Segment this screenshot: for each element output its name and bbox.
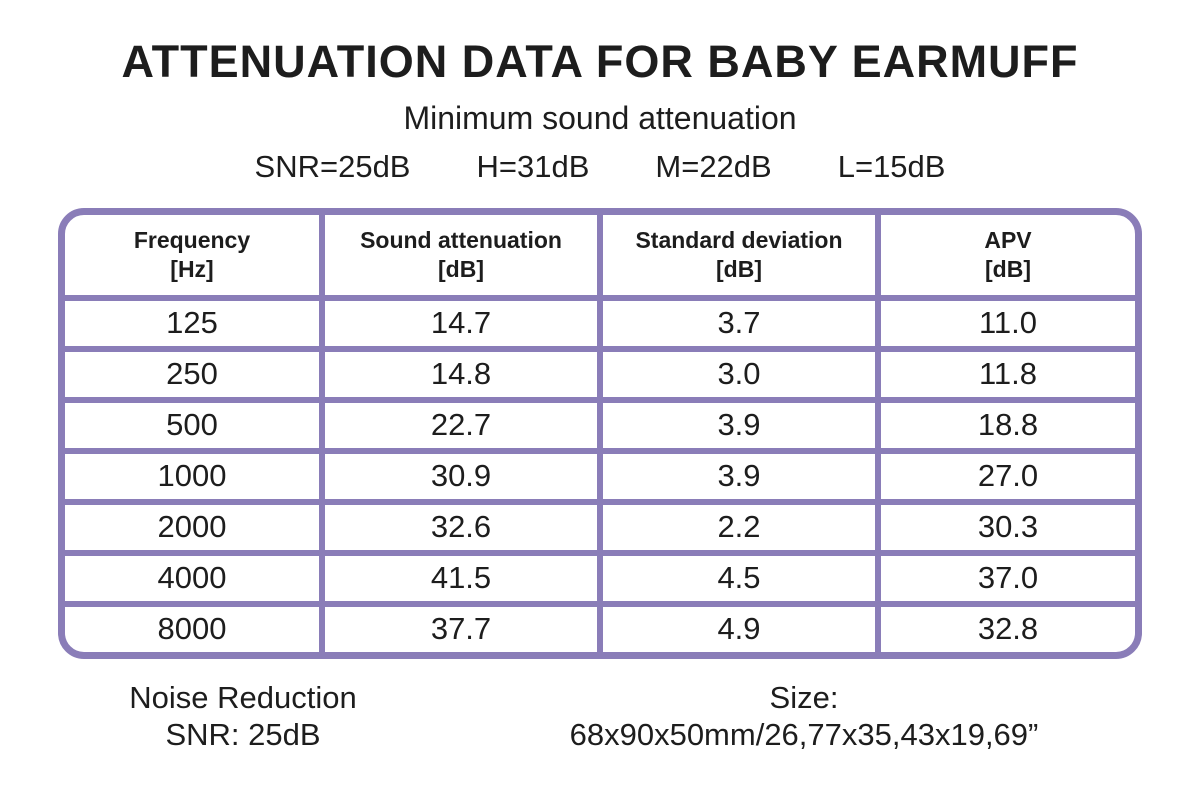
table-row-8000hz: [65, 601, 1135, 652]
footer: [0, 679, 1200, 753]
standard-deviation-cell: 3.9: [597, 403, 875, 448]
sound-attenuation-cell: 37.7: [319, 607, 597, 652]
m-rating: M=22dB: [655, 149, 772, 184]
apv-cell: 11.0: [875, 301, 1135, 346]
footer-noise-reduction: [78, 679, 408, 753]
table-header-row: [65, 215, 1135, 295]
sound-attenuation-cell: 14.8: [319, 352, 597, 397]
sound-attenuation-cell: 41.5: [319, 556, 597, 601]
frequency-cell: 4000: [157, 560, 227, 596]
column-header-label: Sound attenuation: [360, 227, 562, 254]
sound-attenuation-cell: 14.7: [319, 301, 597, 346]
table-row-500hz: [65, 397, 1135, 448]
sound-attenuation-cell: 22.7: [319, 403, 597, 448]
column-header-unit: [dB]: [985, 256, 1031, 282]
frequency-cell: 2000: [157, 509, 227, 545]
table-row-2000hz: [65, 499, 1135, 550]
snr-summary: [0, 150, 1200, 184]
frequency-cell: 250: [166, 356, 218, 392]
apv-cell: 27.0: [875, 454, 1135, 499]
apv-cell: 11.8: [875, 352, 1135, 397]
standard-deviation-cell: 3.7: [597, 301, 875, 346]
apv-cell: 37.0: [875, 556, 1135, 601]
apv-cell: 32.8: [875, 607, 1135, 652]
frequency-cell: 125: [166, 305, 218, 341]
frequency-cell: 8000: [157, 611, 227, 647]
page-title: ATTENUATION DATA FOR BABY EARMUFF: [121, 36, 1079, 87]
snr-rating: SNR=25dB: [254, 149, 411, 184]
standard-deviation-cell: 4.5: [597, 556, 875, 601]
frequency-cell: 500: [166, 407, 218, 443]
column-header-standard-deviation: [597, 215, 875, 295]
noise-reduction-value: SNR: 25dB: [165, 717, 321, 752]
table-row-1000hz: [65, 448, 1135, 499]
table-row-250hz: [65, 346, 1135, 397]
standard-deviation-cell: 2.2: [597, 505, 875, 550]
column-header-label: APV: [984, 227, 1032, 254]
column-header-unit: [Hz]: [170, 256, 214, 282]
table-row-125hz: [65, 295, 1135, 346]
frequency-cell: 1000: [157, 458, 227, 494]
footer-size: [408, 679, 1200, 753]
h-rating: H=31dB: [476, 149, 590, 184]
attenuation-table: [58, 208, 1142, 659]
sound-attenuation-cell: 32.6: [319, 505, 597, 550]
size-value: 68x90x50mm/26,77x35,43x19,69”: [569, 717, 1039, 752]
column-header-label: Standard deviation: [635, 227, 843, 254]
l-rating: L=15dB: [837, 149, 946, 184]
noise-reduction-label: Noise Reduction: [129, 680, 357, 715]
column-header-apv: [875, 215, 1135, 295]
column-header-label: Frequency: [133, 227, 251, 254]
standard-deviation-cell: 4.9: [597, 607, 875, 652]
standard-deviation-cell: 3.0: [597, 352, 875, 397]
column-header-unit: [dB]: [716, 256, 762, 282]
column-header-unit: [dB]: [438, 256, 484, 282]
apv-cell: 18.8: [875, 403, 1135, 448]
apv-cell: 30.3: [875, 505, 1135, 550]
sound-attenuation-cell: 30.9: [319, 454, 597, 499]
standard-deviation-cell: 3.9: [597, 454, 875, 499]
table-row-4000hz: [65, 550, 1135, 601]
size-label: Size:: [769, 680, 839, 715]
column-header-frequency: [65, 215, 319, 295]
page-subtitle: Minimum sound attenuation: [403, 100, 797, 136]
column-header-sound-attenuation: [319, 215, 597, 295]
